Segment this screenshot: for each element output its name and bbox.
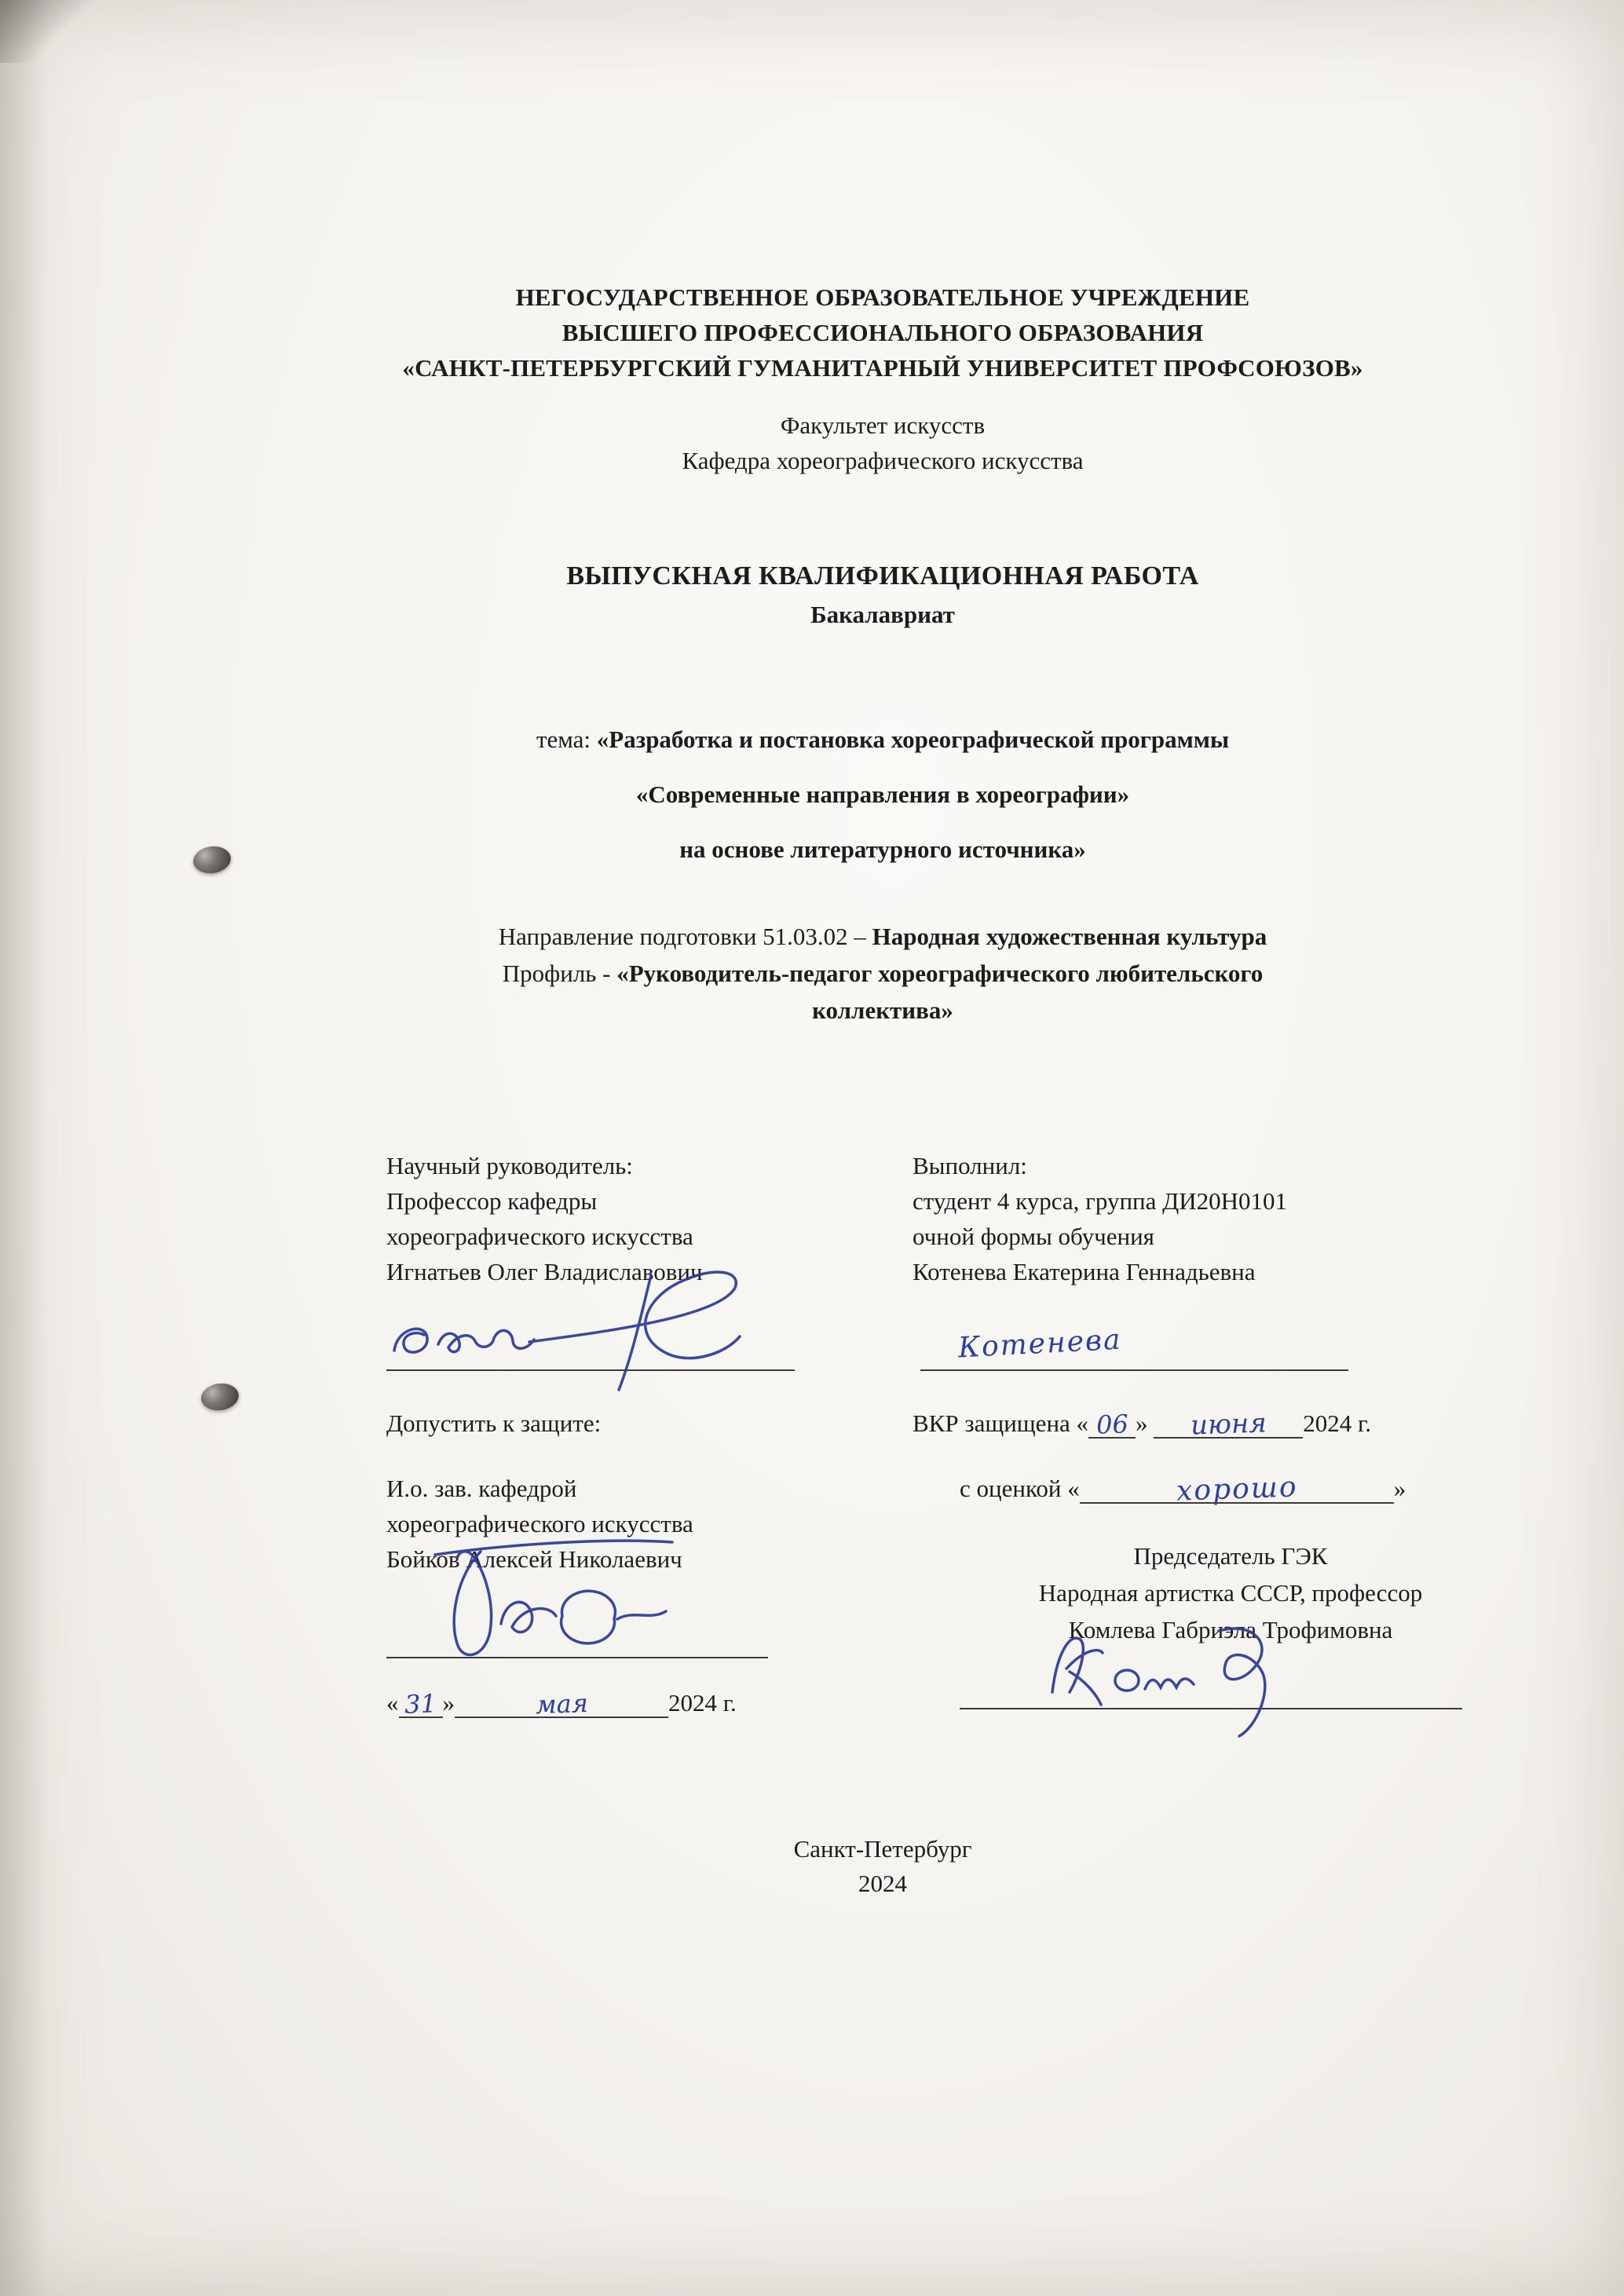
date-quote-open: « [386, 1689, 399, 1717]
defense-month-handwritten: июня [1190, 1407, 1267, 1442]
signatories-row-top [0, 1148, 1624, 1371]
date-month-handwritten: мая [535, 1687, 589, 1720]
footer-city: Санкт-Петербург [793, 1835, 972, 1863]
chair-title: Председатель ГЭК [1133, 1542, 1328, 1570]
faculty-block [0, 408, 1624, 478]
defense-month-blank [1154, 1407, 1303, 1442]
topic-line-1 [141, 712, 1624, 767]
profile-value-1: «Руководитель-педагог хореографического любительского [616, 960, 1264, 987]
supervisor-label: Научный руководитель: [386, 1152, 633, 1179]
grade-prefix: с оценкой « [960, 1475, 1080, 1502]
topic-line-3: на основе литературного источника» [679, 835, 1086, 863]
student-signature: Котенева [957, 1323, 1123, 1365]
chair-name: Комлева Габриэла Трофимовна [1068, 1616, 1393, 1643]
defense-day-handwritten: 06 [1095, 1409, 1129, 1440]
admission-date-line [386, 1685, 889, 1720]
admission-block [386, 1406, 889, 1720]
date-year: 2024 г. [668, 1689, 737, 1717]
org-line-3: «САНКТ-ПЕТЕРБУРГСКИЙ ГУМАНИТАРНЫЙ УНИВЕРСИТЕТ ПРОФСОЮЗОВ» [402, 354, 1363, 382]
topic-text-1: «Разработка и постановка хореографической программы [596, 726, 1230, 753]
topic-line-2: «Современные направления в хореографии» [635, 781, 1130, 808]
supervisor-line-2: хореографического искусства [386, 1223, 693, 1250]
date-day-blank [399, 1689, 443, 1718]
chair-signature [1022, 1604, 1352, 1746]
work-title-block [0, 558, 1624, 632]
org-line-1: НЕГОСУДАРСТВЕННОЕ ОБРАЗОВАТЕЛЬНОЕ УЧРЕЖДЕНИЕ [515, 283, 1250, 311]
chair-signature-line [960, 1653, 1462, 1709]
student-name: Котенева Екатерина Геннадьевна [913, 1258, 1256, 1285]
direction-value: Народная художественная культура [872, 923, 1267, 950]
grade-suffix: » [1393, 1475, 1406, 1502]
student-line-1: студент 4 курса, группа ДИ20Н0101 [913, 1187, 1288, 1215]
admission-name: Бойков Алексей Николаевич [386, 1545, 682, 1573]
grade-blank [1080, 1471, 1394, 1508]
grade-handwritten: хорошо [1175, 1471, 1298, 1508]
defense-mid: » [1136, 1409, 1154, 1437]
defense-prefix: ВКР защищена « [913, 1409, 1089, 1437]
student-signature-line [920, 1294, 1348, 1371]
organization-header [0, 280, 1624, 386]
footer-block [0, 1832, 1624, 1901]
supervisor-signature-line [386, 1294, 795, 1371]
admission-label: Допустить к защите: [386, 1409, 602, 1437]
date-quote-close: » [442, 1689, 455, 1717]
date-month-blank [455, 1689, 668, 1718]
work-title: ВЫПУСКНАЯ КВАЛИФИКАЦИОННАЯ РАБОТА [566, 561, 1199, 590]
defense-year: 2024 г. [1303, 1409, 1372, 1437]
supervisor-block [386, 1148, 889, 1371]
profile-line-2: коллектива» [812, 996, 953, 1024]
chair-line-2: Народная артистка СССР, профессор [1038, 1579, 1423, 1607]
admission-signature [429, 1523, 680, 1680]
direction-line [141, 918, 1624, 955]
admission-line-1: И.о. зав. кафедрой [386, 1475, 577, 1502]
footer-year: 2024 [858, 1870, 907, 1897]
faculty-line: Факультет искусств [780, 411, 986, 439]
topic-block [0, 712, 1624, 877]
student-line-2: очной формы обучения [913, 1223, 1154, 1250]
profile-label: Профиль - [502, 960, 617, 987]
profile-line-1 [141, 955, 1624, 992]
supervisor-name: Игнатьев Олег Владиславович [386, 1258, 703, 1285]
supervisor-signature [380, 1258, 781, 1399]
date-day-handwritten: 31 [404, 1688, 437, 1720]
defense-date-line [913, 1406, 1549, 1441]
topic-prefix: тема: [536, 726, 597, 753]
defense-day-blank [1088, 1409, 1136, 1439]
admission-line-2: хореографического искусства [386, 1510, 693, 1537]
signatories-row-bottom [0, 1406, 1624, 1720]
student-block [913, 1148, 1549, 1371]
grade-line [913, 1471, 1549, 1506]
supervisor-line-1: Профессор кафедры [386, 1187, 598, 1215]
student-label: Выполнил: [913, 1152, 1027, 1179]
direction-label: Направление подготовки 51.03.02 – [498, 923, 872, 950]
admission-signature-line [386, 1581, 768, 1658]
org-line-2: ВЫСШЕГО ПРОФЕССИОНАЛЬНОГО ОБРАЗОВАНИЯ [561, 319, 1204, 346]
department-line: Кафедра хореографического искусства [682, 447, 1084, 474]
degree-level: Бакалавриат [810, 601, 955, 628]
defense-block [913, 1406, 1549, 1720]
program-block [0, 918, 1624, 1029]
